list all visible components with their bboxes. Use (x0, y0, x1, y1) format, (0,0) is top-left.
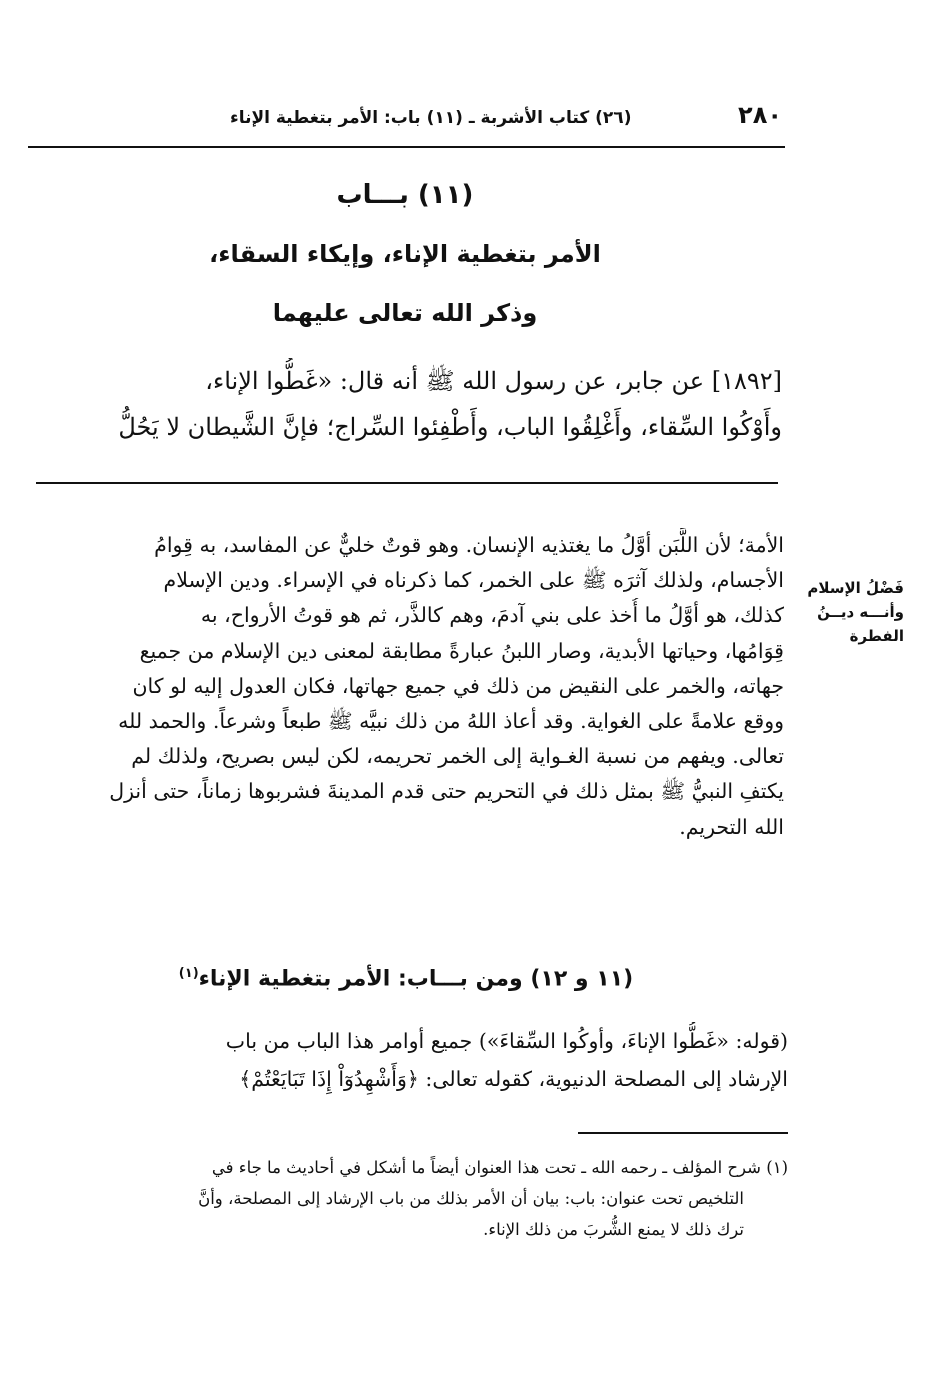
chapter-title-line-1: الأمر بتغطية الإناء، وإيكاء السقاء، (209, 240, 601, 268)
margin-note-line: وأنـــه ديــنُ (817, 603, 904, 621)
header-divider (28, 146, 785, 148)
running-title: (٢٦) كتاب الأشربة ـ (١١) باب: الأمر بتغطية الإناء (230, 108, 632, 128)
footnotes (36, 1152, 788, 1245)
section-body-line: الإرشاد إلى المصلحة الدنيوية، كقوله تعالى: ﴿وَأَشْهِدُوٓاْ إِذَا تَبَايَعْتُمْ﴾ (239, 1067, 788, 1091)
footnote-line: ترك ذلك لا يمنع الشُّربَ من ذلك الإناء. (483, 1220, 744, 1239)
commentary-line: الأمة؛ لأن اللَّبَن أوَّلُ ما يغتذيه الإنسان. وهو قوتٌ خليٌّ عن المفاسد، به قِوامُ (154, 533, 784, 557)
commentary-text (36, 528, 784, 845)
commentary-line: قِوَامُها، وحياتها الأبدية، وصار اللبنُ عبارةً مطابقة لمعنى دين الإسلام من جميع (139, 638, 784, 663)
footnote-line: التلخيص تحت عنوان: باب: بيان أن الأمر بذلك من باب الإرشاد إلى المصلحة، وأنَّ (198, 1189, 744, 1208)
hadith-text (30, 358, 782, 450)
page-number: ٢٨٠ (738, 101, 782, 129)
footnote-divider (578, 1132, 788, 1134)
margin-note-line: الفطرة (849, 627, 904, 645)
chapter-number: (١١) بـــاب (336, 180, 474, 210)
commentary-line: الأجسام، ولذلك آثرَه ﷺ على الخمر، كما ذكرناه في الإسراء. ودين الإسلام (163, 568, 784, 593)
commentary-line: كذلك، هو أوَّلُ ما أُخذ على بني آدمَ، وهم كالذَّر، ثم هو قوتُ الأرواح، به (200, 603, 784, 628)
section-heading-text: (١١ و ١٢) ومن بـــاب: الأمر بتغطية الإناء (198, 966, 634, 992)
margin-note-line: فَضْلُ الإسلام (807, 579, 904, 597)
running-header (30, 100, 782, 136)
commentary-line: يكتفِ النبيُّ ﷺ بمثل ذلك في التحريم حتى قدم المدينةَ فشربوها زماناً، حتى أنزل (109, 779, 784, 804)
section-body (36, 1022, 788, 1098)
section-body-line: (قوله: «غَطُّوا الإناءَ، وأوكُوا السِّقاءَ») جميع أوامر هذا الباب من باب (225, 1029, 788, 1053)
commentary-line: ووقع علامةً على الغواية. وقد أعاذ اللهُ من ذلك نبيَّه ﷺ طبعاً وشرعاً. والحمد لله (118, 709, 784, 734)
section-heading (30, 958, 782, 995)
footnote-marker: (١) (178, 966, 199, 981)
commentary-line: الله التحريم. (679, 814, 784, 839)
section-divider (36, 482, 778, 484)
margin-note (784, 576, 904, 648)
commentary-line: جهاته، والخمر على النقيض من ذلك في جميع جهاتها، فكان العدول إليه لو كان (132, 673, 784, 698)
chapter-title-line-2: وذكر الله تعالى عليهما (272, 299, 538, 327)
commentary-line: تعالى. ويفهم من نسبة الغـواية إلى الخمر تحريمه، لكن ليس بصريح، ولذلك لم (131, 744, 784, 769)
hadith-line: وأَوْكُوا السِّقاء، وأَغْلِقُوا الباب، وأَطْفِئوا السِّراج؛ فإنَّ الشَّيطان لا يَحُلُّ (118, 413, 782, 441)
hadith-line: [١٨٩٢] عن جابر، عن رسول الله ﷺ أنه قال: «غَطُّوا الإناء، (205, 367, 782, 395)
footnote-line: (١) شرح المؤلف ـ رحمه الله ـ تحت هذا العنوان أيضاً ما أشكل في أحاديث ما جاء في (211, 1158, 788, 1177)
